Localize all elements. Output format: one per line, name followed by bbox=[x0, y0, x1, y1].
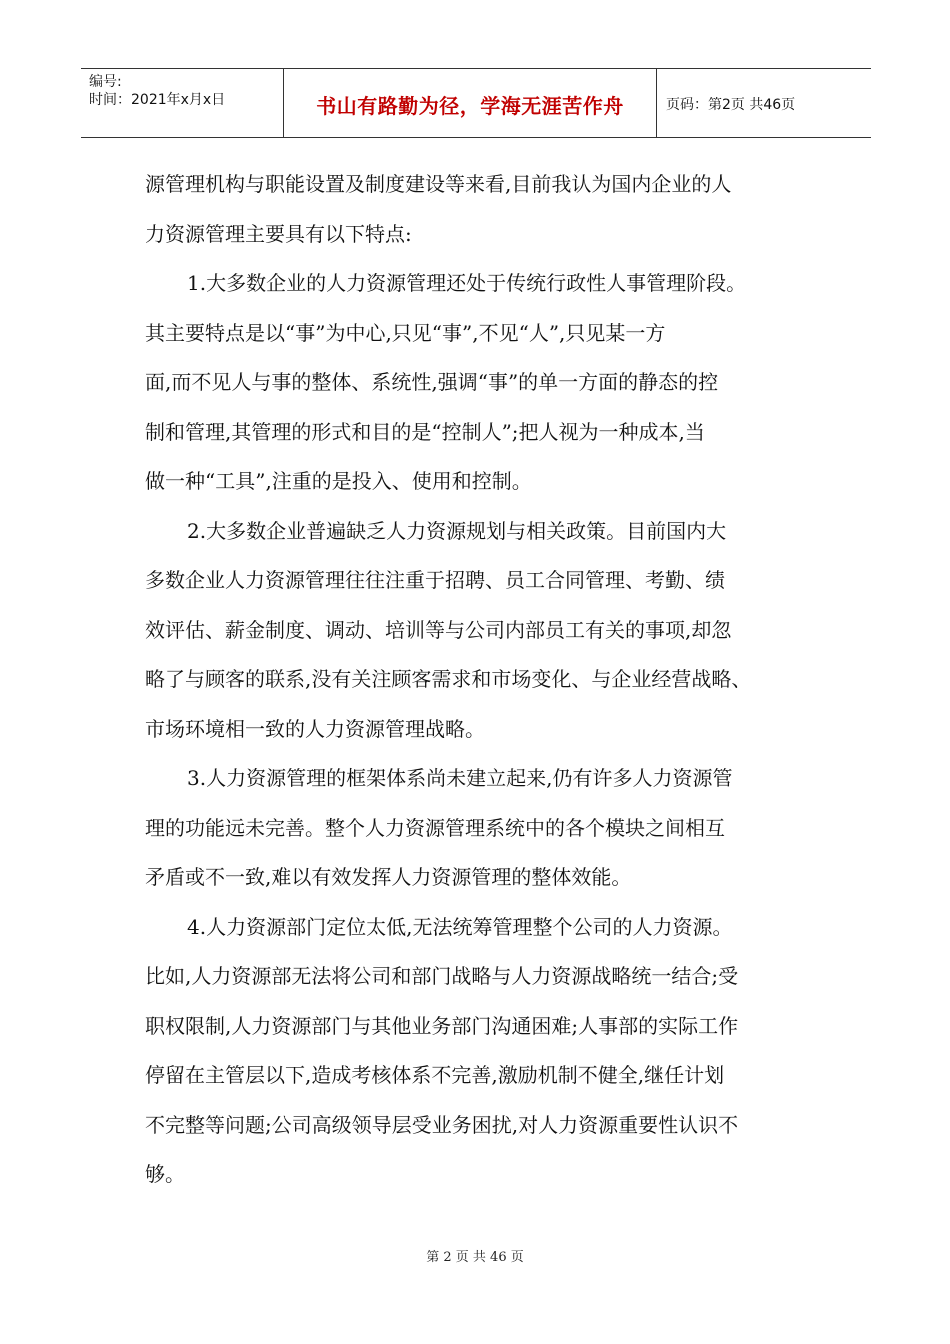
time-label: 时间：2021年x月x日 bbox=[89, 92, 226, 108]
text-line: 理的功能远未完善。整个人力资源管理系统中的各个模块之间相互 bbox=[145, 815, 725, 840]
paragraph-start-line: 3.人力资源管理的框架体系尚未建立起来,仍有许多人力资源管 bbox=[187, 766, 733, 790]
text-line: 市场环境相一致的人力资源管理战略。 bbox=[145, 716, 485, 741]
text-line: 不完整等问题;公司高级领导层受业务困扰,对人力资源重要性认识不 bbox=[145, 1112, 739, 1137]
header-motto-cell bbox=[283, 69, 657, 137]
text-line: 效评估、薪金制度、调动、培训等与公司内部员工有关的事项,却忽 bbox=[145, 617, 732, 642]
page-footer: 第 2 页 共 46 页 bbox=[426, 1250, 524, 1265]
paragraph-start-line: 4.人力资源部门定位太低,无法统筹管理整个公司的人力资源。 bbox=[187, 914, 733, 939]
text-line: 略了与顾客的联系,没有关注顾客需求和市场变化、与企业经营战略、 bbox=[145, 667, 752, 691]
paragraph-start-line: 2.大多数企业普遍缺乏人力资源规划与相关政策。目前国内大 bbox=[187, 518, 727, 543]
text-line: 多数企业人力资源管理往往注重于招聘、员工合同管理、考勤、绩 bbox=[145, 568, 725, 592]
header-page-cell bbox=[656, 69, 871, 137]
header-page-info: 页码：第2页 共46页 bbox=[666, 97, 796, 113]
text-line: 源管理机构与职能设置及制度建设等来看,目前我认为国内企业的人 bbox=[145, 172, 732, 196]
text-line: 面,而不见人与事的整体、系统性,强调“事”的单一方面的静态的控 bbox=[145, 370, 719, 394]
text-line: 力资源管理主要具有以下特点: bbox=[145, 221, 412, 246]
document-header bbox=[81, 68, 871, 138]
header-motto: 书山有路勤为径，学海无涯苦作舟 bbox=[316, 94, 624, 118]
body-text bbox=[145, 160, 825, 1200]
number-label: 编号: bbox=[89, 74, 122, 90]
text-line: 其主要特点是以“事”为中心,只见“事”,不见“人”,只见某一方 bbox=[145, 320, 666, 345]
text-line: 停留在主管层以下,造成考核体系不完善,激励机制不健全,继任计划 bbox=[145, 1063, 725, 1087]
text-line: 比如,人力资源部无法将公司和部门战略与人力资源战略统一结合;受 bbox=[145, 964, 739, 988]
text-line: 矛盾或不一致,难以有效发挥人力资源管理的整体效能。 bbox=[145, 865, 632, 889]
text-line: 职权限制,人力资源部门与其他业务部门沟通困难;人事部的实际工作 bbox=[145, 1013, 739, 1038]
text-line: 制和管理,其管理的形式和目的是“控制人”;把人视为一种成本,当 bbox=[145, 419, 705, 444]
paragraph-start-line: 1.大多数企业的人力资源管理还处于传统行政性人事管理阶段。 bbox=[187, 271, 747, 295]
text-line: 够。 bbox=[145, 1162, 185, 1186]
text-line: 做一种“工具”,注重的是投入、使用和控制。 bbox=[145, 469, 532, 493]
header-meta-cell bbox=[81, 69, 283, 137]
